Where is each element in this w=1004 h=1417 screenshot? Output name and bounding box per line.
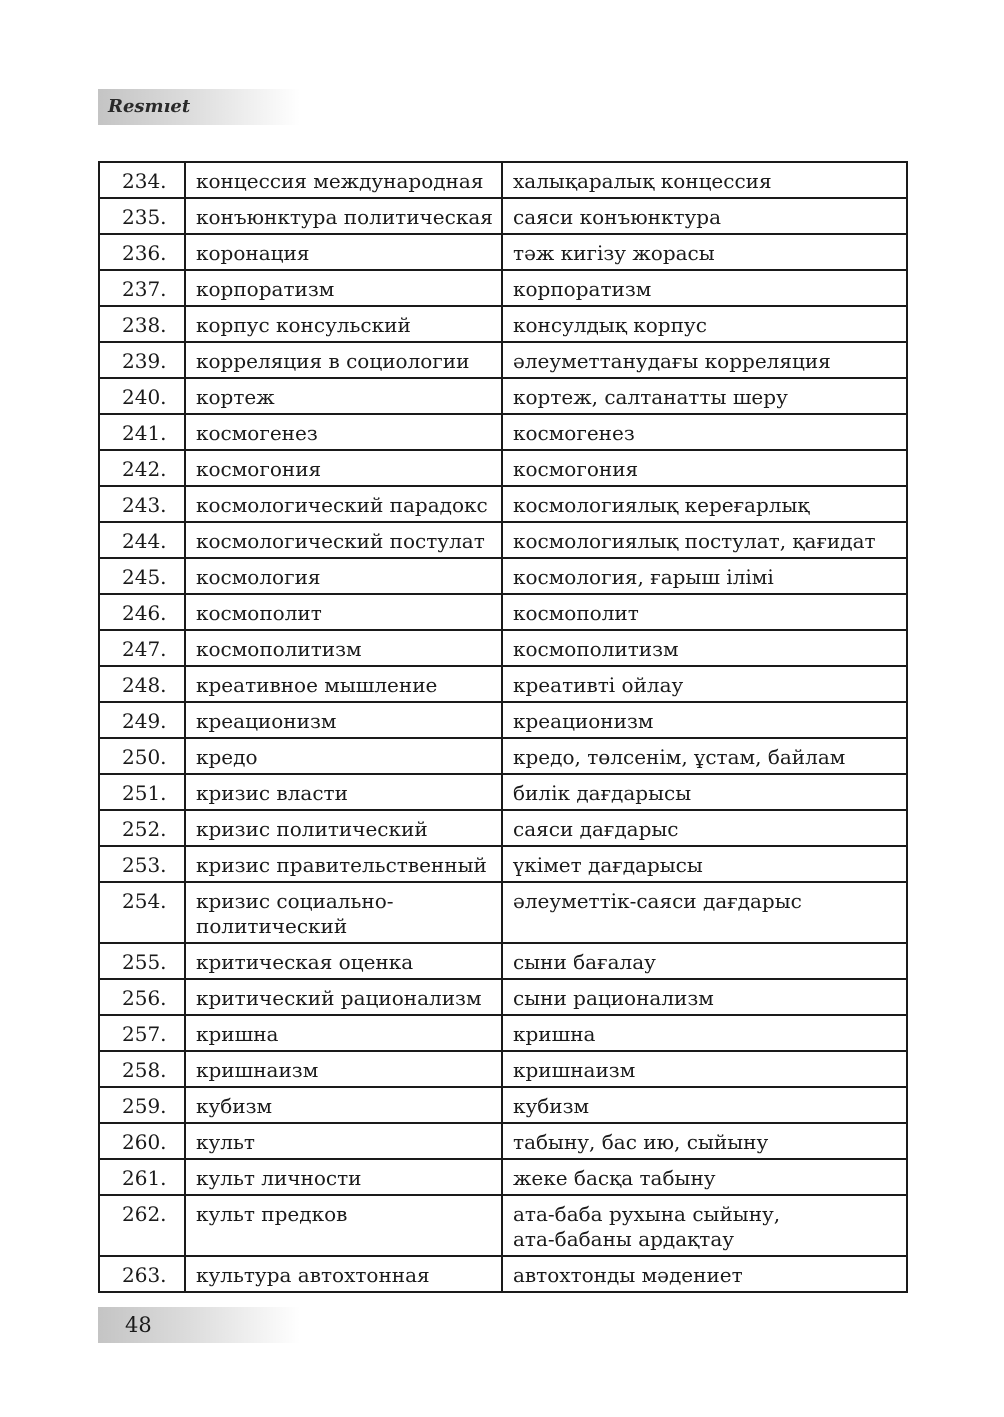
kazakh-term: саяси конъюнктура [502, 198, 907, 234]
table-row [99, 1087, 907, 1123]
kazakh-term: кубизм [502, 1087, 907, 1123]
kazakh-term: космополитизм [502, 630, 907, 666]
entry-number: 245. [99, 558, 185, 594]
table-row [99, 306, 907, 342]
russian-term: корпус консульский [185, 306, 502, 342]
entry-number: 244. [99, 522, 185, 558]
entry-number: 261. [99, 1159, 185, 1195]
kazakh-term: кортеж, салтанатты шеру [502, 378, 907, 414]
entry-number: 238. [99, 306, 185, 342]
kazakh-term: космополит [502, 594, 907, 630]
russian-term: корреляция в социологии [185, 342, 502, 378]
kazakh-term: ата-баба рухына сыйыну, ата-бабаны ардақтау [502, 1195, 907, 1256]
glossary-table [98, 161, 908, 1293]
russian-term: кризис социально-политический [185, 882, 502, 943]
kazakh-term: космология, ғарыш ілімі [502, 558, 907, 594]
kazakh-term: саяси дағдарыс [502, 810, 907, 846]
russian-term: конъюнктура политическая [185, 198, 502, 234]
table-row [99, 1159, 907, 1195]
table-row [99, 378, 907, 414]
table-row [99, 558, 907, 594]
entry-number: 237. [99, 270, 185, 306]
entry-number: 251. [99, 774, 185, 810]
russian-term: культ личности [185, 1159, 502, 1195]
table-row [99, 630, 907, 666]
entry-number: 239. [99, 342, 185, 378]
russian-term: культ [185, 1123, 502, 1159]
table-row [99, 270, 907, 306]
table-row [99, 666, 907, 702]
table-row [99, 846, 907, 882]
kazakh-term: космогония [502, 450, 907, 486]
kazakh-term: сыни бағалау [502, 943, 907, 979]
kazakh-term: кришнаизм [502, 1051, 907, 1087]
russian-term: кризис власти [185, 774, 502, 810]
entry-number: 241. [99, 414, 185, 450]
table-row [99, 882, 907, 943]
table-row [99, 1051, 907, 1087]
entry-number: 240. [99, 378, 185, 414]
table-row [99, 774, 907, 810]
russian-term: критическая оценка [185, 943, 502, 979]
entry-number: 242. [99, 450, 185, 486]
table-row [99, 522, 907, 558]
entry-number: 257. [99, 1015, 185, 1051]
table-row [99, 1015, 907, 1051]
entry-number: 254. [99, 882, 185, 943]
russian-term: кришнаизм [185, 1051, 502, 1087]
kazakh-term: космологиялық кереғарлық [502, 486, 907, 522]
table-row [99, 198, 907, 234]
table-row [99, 1195, 907, 1256]
russian-term: космополит [185, 594, 502, 630]
russian-term: кризис политический [185, 810, 502, 846]
russian-term: космологический парадокс [185, 486, 502, 522]
kazakh-term: автохтонды мәдениет [502, 1256, 907, 1292]
entry-number: 255. [99, 943, 185, 979]
entry-number: 253. [99, 846, 185, 882]
russian-term: концессия международная [185, 162, 502, 198]
russian-term: кризис правительственный [185, 846, 502, 882]
kazakh-term: креативті ойлау [502, 666, 907, 702]
kazakh-term: креационизм [502, 702, 907, 738]
table-row [99, 943, 907, 979]
entry-number: 235. [99, 198, 185, 234]
table-row [99, 162, 907, 198]
kazakh-term: әлеуметтік-саяси дағдарыс [502, 882, 907, 943]
page-number: 48 [125, 1313, 152, 1337]
kazakh-term: консулдық корпус [502, 306, 907, 342]
entry-number: 262. [99, 1195, 185, 1256]
entry-number: 260. [99, 1123, 185, 1159]
entry-number: 248. [99, 666, 185, 702]
kazakh-term: үкімет дағдарысы [502, 846, 907, 882]
table-row [99, 1256, 907, 1292]
kazakh-term: жеке басқа табыну [502, 1159, 907, 1195]
entry-number: 252. [99, 810, 185, 846]
russian-term: космология [185, 558, 502, 594]
table-row [99, 486, 907, 522]
kazakh-term: космогенез [502, 414, 907, 450]
glossary-table-body [99, 162, 907, 1292]
table-row [99, 414, 907, 450]
table-row [99, 738, 907, 774]
russian-term: кришна [185, 1015, 502, 1051]
russian-term: кортеж [185, 378, 502, 414]
entry-number: 258. [99, 1051, 185, 1087]
kazakh-term: кришна [502, 1015, 907, 1051]
table-row [99, 234, 907, 270]
kazakh-term: кредо, төлсенім, ұстам, байлам [502, 738, 907, 774]
russian-term: космогенез [185, 414, 502, 450]
entry-number: 263. [99, 1256, 185, 1292]
kazakh-term: халықаралық концессия [502, 162, 907, 198]
russian-term: креативное мышление [185, 666, 502, 702]
table-row [99, 594, 907, 630]
russian-term: корпоратизм [185, 270, 502, 306]
kazakh-term: табыну, бас ию, сыйыну [502, 1123, 907, 1159]
kazakh-term: корпоратизм [502, 270, 907, 306]
entry-number: 246. [99, 594, 185, 630]
russian-term: коронация [185, 234, 502, 270]
table-row [99, 702, 907, 738]
entry-number: 259. [99, 1087, 185, 1123]
russian-term: критический рационализм [185, 979, 502, 1015]
table-row [99, 810, 907, 846]
entry-number: 234. [99, 162, 185, 198]
russian-term: кредо [185, 738, 502, 774]
entry-number: 247. [99, 630, 185, 666]
kazakh-term: сыни рационализм [502, 979, 907, 1015]
entry-number: 243. [99, 486, 185, 522]
russian-term: культ предков [185, 1195, 502, 1256]
table-row [99, 1123, 907, 1159]
entry-number: 250. [99, 738, 185, 774]
kazakh-term: тәж кигізу жорасы [502, 234, 907, 270]
russian-term: космогония [185, 450, 502, 486]
entry-number: 249. [99, 702, 185, 738]
entry-number: 236. [99, 234, 185, 270]
entry-number: 256. [99, 979, 185, 1015]
table-row [99, 450, 907, 486]
russian-term: культура автохтонная [185, 1256, 502, 1292]
running-title: Resmıet [108, 96, 191, 117]
russian-term: креационизм [185, 702, 502, 738]
russian-term: космологический постулат [185, 522, 502, 558]
table-row [99, 342, 907, 378]
kazakh-term: космологиялық постулат, қағидат [502, 522, 907, 558]
russian-term: космополитизм [185, 630, 502, 666]
kazakh-term: билік дағдарысы [502, 774, 907, 810]
russian-term: кубизм [185, 1087, 502, 1123]
table-row [99, 979, 907, 1015]
kazakh-term: әлеуметтанудағы корреляция [502, 342, 907, 378]
